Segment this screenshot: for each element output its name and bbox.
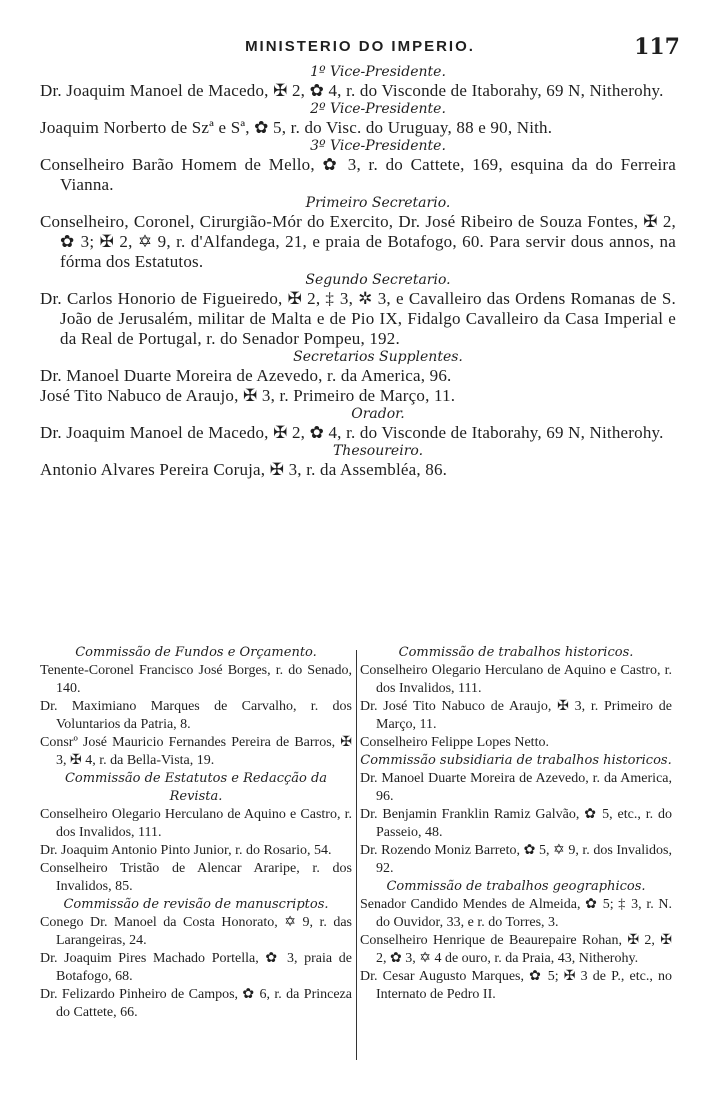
header-title: MINISTERIO DO IMPERIO. — [245, 38, 475, 55]
commission-member: Dr. Joaquim Pires Machado Portella, ✿ 3, praia de Botafogo, 68. — [40, 951, 352, 984]
commission-member: Dr. Cesar Augusto Marques, ✿ 5; ✠ 3 de P., etc., no Internato de Pedro II. — [360, 969, 672, 1002]
commission-member: Conselheiro Olegario Herculano de Aquino e Castro, r. dos Invalidos, 111. — [40, 807, 352, 840]
commission-member: Dr. Maximiano Marques de Carvalho, r. dos Voluntarios da Patria, 8. — [40, 699, 352, 732]
member-entry: Conselheiro Barão Homem de Mello, ✿ 3, r. do Cattete, 169, esquina da do Ferreira Vianna. — [40, 155, 676, 194]
role-heading: Segundo Secretario. — [305, 272, 451, 288]
member-entry: Dr. Manoel Duarte Moreira de Azevedo, r. da America, 96. — [40, 366, 452, 385]
member-entry: José Tito Nabuco de Araujo, ✠ 3, r. Primeiro de Março, 11. — [40, 386, 456, 405]
commission-member: Dr. José Tito Nabuco de Araujo, ✠ 3, r. Primeiro de Março, 11. — [360, 699, 672, 732]
member-entry: Dr. Joaquim Manoel de Macedo, ✠ 2, ✿ 4, r. do Visconde de Itaborahy, 69 N, Nitherohy. — [40, 423, 664, 442]
commission-heading: Commissão de trabalhos historicos. — [398, 645, 634, 660]
column-divider — [356, 650, 357, 1060]
commission-heading: Commissão de revisão de manuscriptos. — [63, 897, 329, 912]
commission-member: Conselheiro Tristão de Alencar Araripe, r. dos Invalidos, 85. — [40, 861, 352, 894]
commission-heading: Commissão de trabalhos geographicos. — [386, 879, 646, 894]
role-heading: 3º Vice-Presidente. — [310, 138, 446, 154]
main-section — [40, 64, 676, 480]
member-entry: Conselheiro, Coronel, Cirurgião-Mór do Exercito, Dr. José Ribeiro de Souza Fontes, ✠ 2, ✿ 3; ✠ 2, ✡ 9, r. d'Alfandega, 21, e praia de Botafogo, 60. Para servir dous annos, na fórma dos Estatutos. — [40, 212, 676, 271]
commission-member: Conselheiro Olegario Herculano de Aquino e Castro, r. dos Invalidos, 111. — [360, 663, 672, 696]
commission-member: Dr. Joaquim Antonio Pinto Junior, r. do Rosario, 54. — [40, 843, 332, 858]
role-heading: Orador. — [351, 406, 405, 422]
role-heading: Thesoureiro. — [332, 443, 424, 459]
commission-member: Tenente-Coronel Francisco José Borges, r. do Senado, 140. — [40, 663, 352, 696]
commission-member: Dr. Benjamin Franklin Ramiz Galvão, ✿ 5, etc., r. do Passeio, 48. — [360, 807, 672, 840]
right-column — [360, 644, 672, 1004]
role-heading: Secretarios Supplentes. — [293, 349, 463, 365]
member-entry: Dr. Carlos Honorio de Figueiredo, ✠ 2, ‡ 3, ✲ 3, e Cavalleiro das Ordens Romanas de S. João de Jerusalém, militar de Malta e de Pio IX, Fidalgo Cavalleiro da Casa Imperial e da Real de Portugal, r. do Senador Pompeu, 192. — [40, 289, 676, 348]
commission-member: Conego Dr. Manoel da Costa Honorato, ✡ 9, r. das Larangeiras, 24. — [40, 915, 352, 948]
commission-member: Dr. Manoel Duarte Moreira de Azevedo, r. da America, 96. — [360, 771, 672, 804]
role-heading: Primeiro Secretario. — [305, 195, 451, 211]
commission-member: Conselheiro Felippe Lopes Netto. — [360, 735, 549, 750]
commission-heading: Commissão de Fundos e Orçamento. — [75, 645, 317, 660]
role-heading: 1º Vice-Presidente. — [310, 64, 446, 80]
commission-member: Senador Candido Mendes de Almeida, ✿ 5; ‡ 3, r. N. do Ouvidor, 33, e r. do Torres, 3. — [360, 897, 672, 930]
commission-member: Dr. Rozendo Moniz Barreto, ✿ 5, ✡ 9, r. dos Invalidos, 92. — [360, 843, 672, 876]
member-entry: Dr. Joaquim Manoel de Macedo, ✠ 2, ✿ 4, r. do Visconde de Itaborahy, 69 N, Nitherohy. — [40, 81, 664, 100]
commission-member: Conselheiro Henrique de Beaurepaire Rohan, ✠ 2, ✠ 2, ✿ 3, ✡ 4 de ouro, r. da Praia, 43, Nitherohy. — [360, 933, 672, 966]
commission-columns — [40, 644, 676, 1064]
left-column — [40, 644, 352, 1022]
commission-heading: Commissão subsidiaria de trabalhos historicos. — [360, 753, 672, 768]
role-heading: 2º Vice-Presidente. — [310, 101, 446, 117]
commission-member: Dr. Felizardo Pinheiro de Campos, ✿ 6, r. da Princeza do Cattete, 66. — [40, 987, 352, 1020]
commission-heading: Commissão de Estatutos e Redacção da Revista. — [64, 771, 328, 804]
member-entry: Joaquim Norberto de Szª e Sª, ✿ 5, r. do Visc. do Uruguay, 88 e 90, Nith. — [40, 118, 553, 137]
commission-member: Consrº José Mauricio Fernandes Pereira de Barros, ✠ 3, ✠ 4, r. da Bella-Vista, 19. — [40, 735, 352, 768]
member-entry: Antonio Alvares Pereira Coruja, ✠ 3, r. da Assembléa, 86. — [40, 460, 448, 479]
page-number: 117 — [634, 34, 680, 60]
